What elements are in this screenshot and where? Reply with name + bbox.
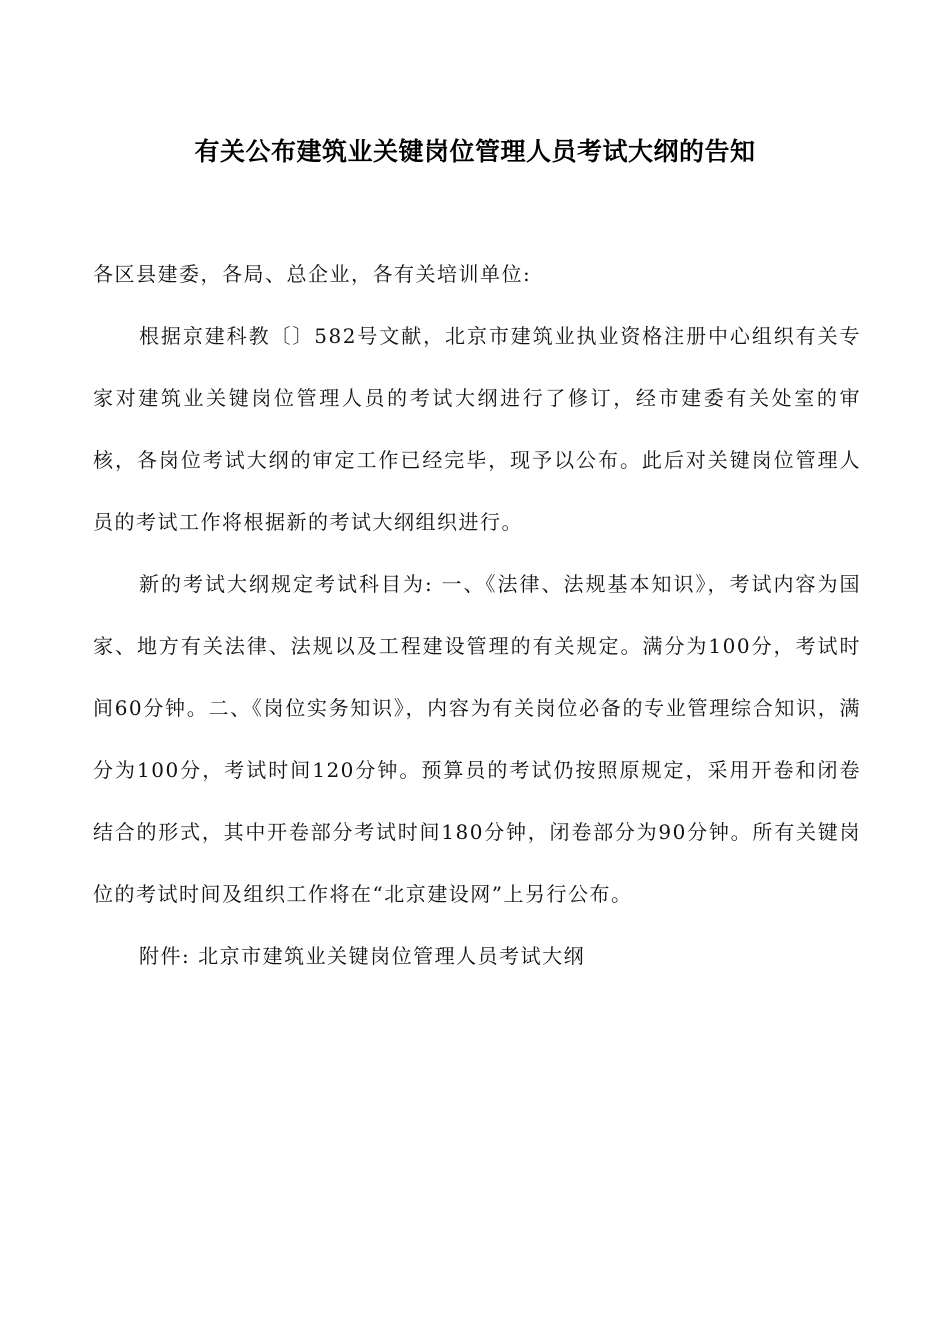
salutation: 各区县建委，各局、总企业，各有关培训单位: (93, 262, 532, 286)
document-body (93, 243, 861, 987)
attachment-line: 附件: 北京市建筑业关键岗位管理人员考试大纲 (139, 944, 586, 968)
paragraph-exam-subjects: 新的考试大纲规定考试科目为: 一、《法律、法规基本知识》，考试内容为国家、地方有关法律、法规以及工程建设管理的有关规定。满分为100分，考试时间60分钟。二、《岗位实务知识》，内容为有关岗位必备的专业管理综合知识，满分为100分，考试时间120分钟。预算员的考试仍按照原规定，采用开卷和闭卷结合的形式，其中开卷部分考试时间180分钟，闭卷部分为90分钟。所有关键岗位的考试时间及组织工作将在“北京建设网”上另行公布。 (93, 572, 861, 906)
document-title: 有关公布建筑业关键岗位管理人员考试大纲的告知 (194, 137, 756, 166)
paragraph-revision-notice: 根据京建科教〔〕582号文献，北京市建筑业执业资格注册中心组织有关专家对建筑业关键岗位管理人员的考试大纲进行了修订，经市建委有关处室的审核，各岗位考试大纲的审定工作已经完毕，现予以公布。此后对关键岗位管理人员的考试工作将根据新的考试大纲组织进行。 (93, 324, 861, 534)
